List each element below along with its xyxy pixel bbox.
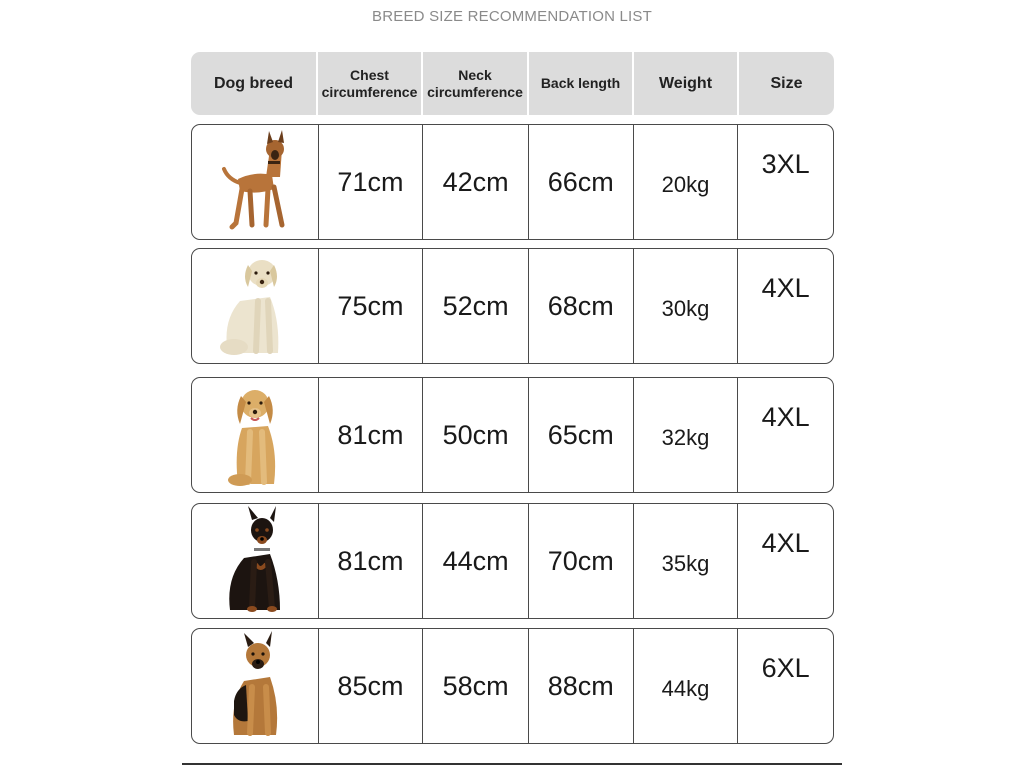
- neck-value: 42cm: [423, 125, 529, 239]
- back-length-value: 68cm: [529, 249, 634, 363]
- header-neck-line2: circumference: [427, 83, 523, 100]
- header-back-length: Back length: [529, 52, 634, 115]
- dog-image-cell: [192, 125, 319, 239]
- back-length-value: 66cm: [529, 125, 634, 239]
- weight-value: 20kg: [634, 125, 739, 239]
- header-neck-line1: Neck: [458, 66, 492, 83]
- table-row: [191, 248, 834, 364]
- header-chest-line2: circumference: [321, 83, 418, 100]
- dog-image-cell: [192, 378, 319, 492]
- back-length-value: 70cm: [529, 504, 634, 618]
- malinois-standing-image: [200, 127, 310, 237]
- table-row: [191, 377, 834, 493]
- weight-value: 32kg: [634, 378, 739, 492]
- header-size: Size: [770, 75, 803, 92]
- dog-image-cell: [192, 249, 319, 363]
- size-value: 4XL: [761, 528, 810, 558]
- size-value: 4XL: [761, 402, 810, 432]
- german-shepherd-sitting-image: [200, 631, 310, 741]
- weight-value: 30kg: [634, 249, 739, 363]
- back-length-value: 88cm: [529, 629, 634, 743]
- header-neck: [423, 52, 529, 115]
- doberman-sitting-image: [200, 506, 310, 616]
- chest-value: 75cm: [319, 249, 424, 363]
- chest-value: 81cm: [319, 378, 424, 492]
- page-title: BREED SIZE RECOMMENDATION LIST: [372, 8, 652, 25]
- chest-value: 71cm: [319, 125, 424, 239]
- back-length-value: 65cm: [529, 378, 634, 492]
- golden-retriever-sitting-image: [200, 380, 310, 490]
- chest-value: 85cm: [319, 629, 424, 743]
- size-value: 6XL: [761, 653, 810, 683]
- labrador-sitting-image: [200, 251, 310, 361]
- table-row: [191, 628, 834, 744]
- dog-image-cell: [192, 629, 319, 743]
- header-chest: [318, 52, 423, 115]
- size-value: 4XL: [761, 273, 810, 303]
- chest-value: 81cm: [319, 504, 424, 618]
- neck-value: 58cm: [423, 629, 529, 743]
- weight-value: 44kg: [634, 629, 739, 743]
- weight-value: 35kg: [634, 504, 739, 618]
- header-weight: Weight: [634, 52, 739, 115]
- bottom-divider: [182, 763, 842, 765]
- neck-value: 44cm: [423, 504, 529, 618]
- neck-value: 52cm: [423, 249, 529, 363]
- table-row: [191, 124, 834, 240]
- neck-value: 50cm: [423, 378, 529, 492]
- header-chest-line1: Chest: [350, 66, 389, 83]
- table-row: [191, 503, 834, 619]
- header-dog-breed: Dog breed: [191, 52, 318, 115]
- dog-image-cell: [192, 504, 319, 618]
- table-header: [191, 52, 834, 115]
- size-value: 3XL: [761, 149, 810, 179]
